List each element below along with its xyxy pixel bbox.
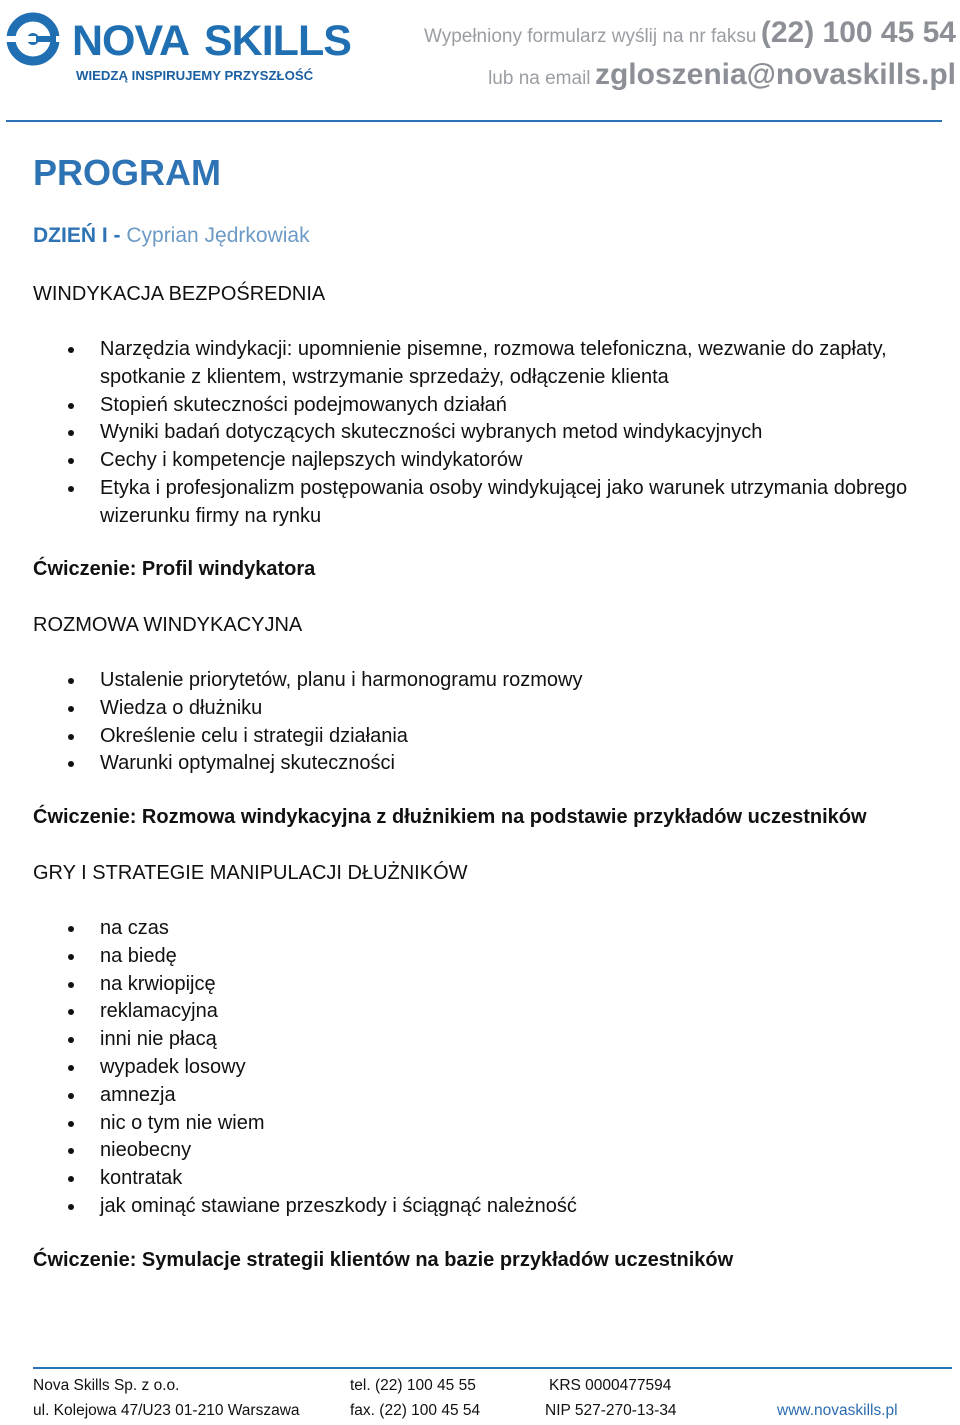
list-item: na czas [100, 915, 955, 943]
section-list [100, 336, 955, 531]
footer-website-link[interactable]: www.novaskills.pl [777, 1402, 898, 1419]
list-item: reklamacyjna [100, 998, 955, 1026]
list-item: nic o tym nie wiem [100, 1110, 955, 1138]
day-label: DZIEŃ I - [33, 224, 127, 247]
list-item: Wyniki badań dotyczących skuteczności wybranych metod windykacyjnych [100, 419, 955, 447]
footer-address: ul. Kolejowa 47/U23 01-210 Warszawa [33, 1402, 300, 1419]
exercise-label: Ćwiczenie: Rozmowa windykacyjna z dłużnikiem na podstawie przykładów uczestników [33, 806, 867, 828]
email-link[interactable]: zgloszenia@novaskills.pl [594, 58, 956, 91]
footer-fax: fax. (22) 100 45 54 [350, 1402, 481, 1419]
email-contact-line [488, 58, 956, 92]
trainer-name: Cyprian Jędrkowiak [126, 224, 310, 247]
list-item: Wiedza o dłużniku [100, 695, 955, 723]
footer-tel: tel. (22) 100 45 55 [350, 1377, 476, 1394]
list-item: amnezja [100, 1082, 955, 1110]
day-heading [33, 224, 310, 248]
list-item: Ustalenie priorytetów, planu i harmonogramu rozmowy [100, 667, 955, 695]
footer-company: Nova Skills Sp. z o.o. [33, 1377, 180, 1394]
list-item: kontratak [100, 1165, 955, 1193]
logo-tagline: WIEDZĄ INSPIRUJEMY PRZYSZŁOŚĆ [76, 68, 314, 83]
list-item: Cechy i kompetencje najlepszych windykatorów [100, 447, 955, 475]
fax-number: (22) 100 45 54 [760, 16, 956, 49]
list-item: Warunki optymalnej skuteczności [100, 750, 955, 778]
fax-label: Wypełniony formularz wyślij na nr faksu [423, 26, 757, 47]
exercise-label: Ćwiczenie: Symulacje strategii klientów na bazie przykładów uczestników [33, 1249, 734, 1271]
fax-contact-line [424, 16, 956, 50]
logo-brand-skills: SKILLS [204, 17, 351, 65]
logo-brand-nova: NOVA [72, 17, 190, 65]
novaskills-logo [6, 12, 351, 88]
list-item: wypadek losowy [100, 1054, 955, 1082]
section-heading: GRY I STRATEGIE MANIPULACJI DŁUŻNIKÓW [33, 862, 468, 884]
list-item: na biedę [100, 943, 955, 971]
list-item: nieobecny [100, 1137, 955, 1165]
section-heading: WINDYKACJA BEZPOŚREDNIA [33, 283, 326, 305]
footer-nip: NIP 527-270-13-34 [545, 1402, 677, 1419]
list-item: inni nie płacą [100, 1026, 955, 1054]
list-item: Określenie celu i strategii działania [100, 723, 955, 751]
header-divider [6, 120, 942, 122]
email-label: lub na email [488, 68, 591, 89]
list-item: Narzędzia windykacji: upomnienie pisemne, rozmowa telefoniczna, wezwanie do zapłaty, spotkanie z klientem, wstrzymanie sprzedaży, odłączenie klienta [100, 336, 955, 392]
list-item: jak ominąć stawiane przeszkody i ściągnąć należność [100, 1193, 955, 1221]
section-list [100, 667, 955, 778]
logo-mark-icon [6, 12, 351, 88]
list-item: Etyka i profesjonalizm postępowania osoby windykującej jako warunek utrzymania dobrego wizerunku firmy na rynku [100, 475, 955, 531]
list-item: na krwiopijcę [100, 971, 955, 999]
exercise-label: Ćwiczenie: Profil windykatora [33, 558, 316, 580]
footer-krs: KRS 0000477594 [549, 1377, 672, 1394]
section-heading: ROZMOWA WINDYKACYJNA [33, 614, 303, 636]
list-item: Stopień skuteczności podejmowanych działań [100, 392, 955, 420]
section-list [100, 915, 955, 1221]
footer-divider [33, 1367, 952, 1369]
page-title: PROGRAM [33, 152, 221, 193]
